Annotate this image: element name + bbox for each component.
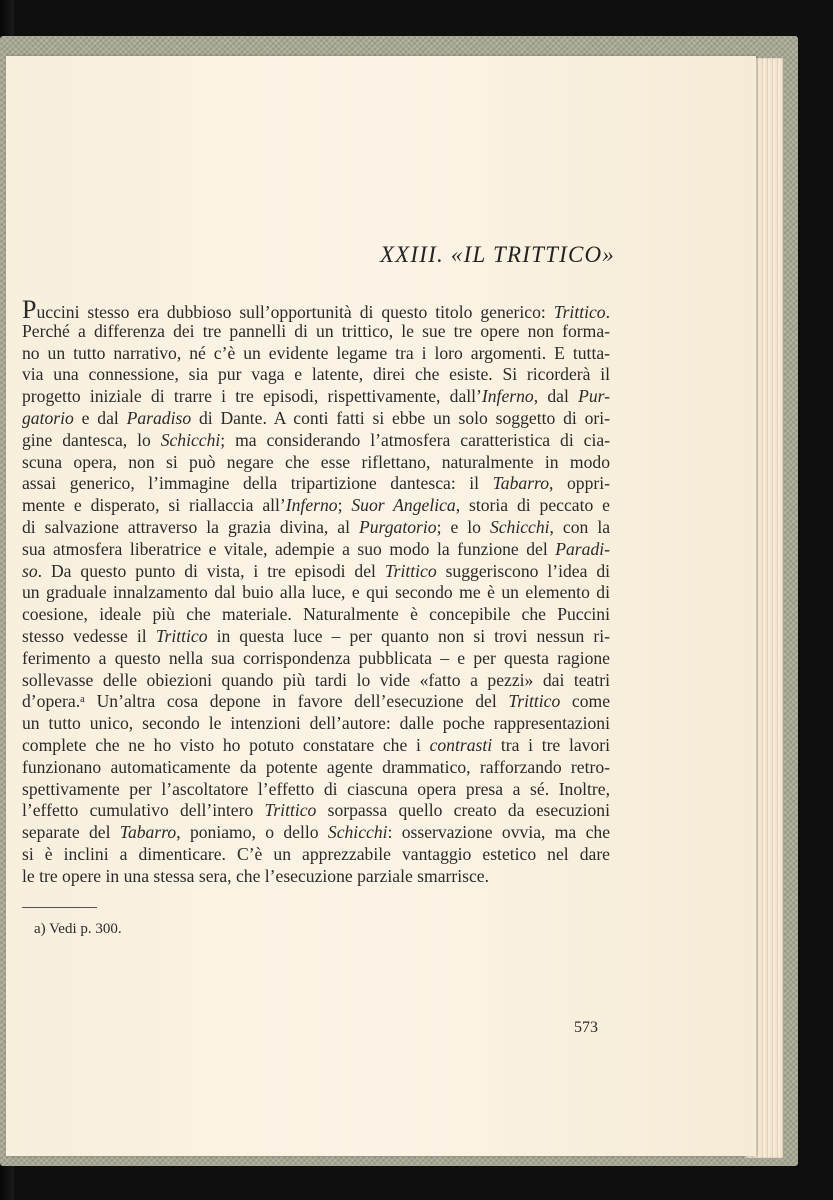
footnote-divider: [22, 907, 97, 908]
text-run: ;: [337, 495, 352, 516]
italic-title: so: [22, 560, 38, 581]
text-run: come: [560, 691, 611, 712]
italic-title: Trittico: [264, 800, 317, 821]
page-number: 573: [574, 1019, 598, 1036]
italic-title: Inferno: [481, 386, 534, 407]
text-run: . Da questo punto di vista, i tre episodi del: [37, 560, 385, 581]
italic-title: Schicchi: [327, 822, 388, 843]
text-run: un graduale innalzamento dal buio alla luce, e qui secondo me è un elemento di: [22, 582, 610, 603]
text-run: assai generico, l’immagine della tripartizione dantesca: il: [22, 473, 493, 494]
italic-title: Schicchi: [489, 517, 550, 537]
text-run: scuna opera, non si può negare che esse riflettano, naturalmente in modo: [22, 451, 610, 472]
text-line: [22, 604, 610, 625]
text-run: mente e disperato, si riallaccia all’: [22, 495, 286, 516]
text-line: [22, 648, 610, 669]
italic-title: Pur-: [578, 386, 610, 407]
text-run: e dal: [73, 408, 127, 428]
text-run: , oppri-: [549, 473, 611, 494]
text-run: funzionano automaticamente da potente agente drammatico, rafforzando retro-: [22, 756, 610, 777]
text-run: , con la: [549, 517, 611, 537]
text-line: [22, 430, 610, 451]
text-line: [22, 473, 610, 494]
italic-title: Trittico: [155, 626, 208, 646]
text-run: l’effetto cumulativo dell’intero: [22, 800, 265, 821]
text-run: uccini stesso era dubbioso sull’opportunità di questo titolo generico:: [36, 302, 554, 322]
text-run: ; e lo: [436, 517, 490, 537]
text-line: [22, 822, 610, 843]
text-run: .: [605, 302, 610, 322]
text-line: [22, 295, 610, 324]
text-run: di Dante. A conti fatti si ebbe un solo soggetto di ori-: [191, 408, 611, 428]
book-page: [6, 56, 756, 1156]
italic-title: Schicchi: [160, 429, 221, 450]
text-run: coesione, ideale più che materiale. Naturalmente è concepibile che Puccini: [22, 604, 610, 625]
text-run: progetto iniziale di trarre i tre episodi, rispettivamente, dall’: [22, 386, 482, 407]
text-line: [22, 800, 610, 821]
initial-letter: P: [22, 295, 37, 324]
text-line: [22, 539, 610, 560]
text-run: , poniamo, o dello: [176, 822, 328, 843]
text-run: un tutto unico, secondo le intenzioni dell’autore: dalle poche rappresentazioni: [22, 713, 610, 734]
text-run: spettivamente per l’ascoltatore l’effetto di ciascuna opera presa a sé. Inoltre,: [22, 778, 610, 799]
italic-title: Inferno: [285, 495, 338, 516]
chapter-title: XXIII. «IL TRITTICO»: [379, 242, 615, 267]
text-run: via una connessione, sia pur vaga e latente, direi che esiste. Si ricorderà il: [22, 364, 610, 385]
text-line: [22, 582, 610, 603]
text-line: [22, 386, 610, 407]
italic-title: contrasti: [429, 735, 493, 755]
text-line: [22, 691, 610, 712]
italic-title: Paradiso: [126, 408, 192, 428]
text-run: di salvazione attraverso la grazia divina, al: [22, 517, 359, 537]
text-run: no un tutto narrativo, né c’è un evidente legame tra i loro argomenti. E tutta-: [22, 342, 610, 363]
text-run: gine dantesca, lo: [22, 429, 161, 450]
text-line: [22, 364, 610, 385]
italic-title: Trittico: [553, 302, 606, 322]
italic-title: Paradi-: [555, 538, 610, 559]
text-run: d’opera.ᵃ Un’altra cosa depone in favore dell’esecuzione del: [22, 691, 509, 712]
text-run: si è inclini a dimenticare. C’è un apprezzabile vantaggio estetico nel dare: [22, 844, 610, 864]
text-line: [22, 408, 610, 429]
italic-title: Suor Angelica: [351, 495, 456, 516]
text-line: [22, 321, 610, 342]
text-line: [22, 495, 610, 516]
text-line: [22, 779, 610, 800]
footnote: a) Vedi p. 300.: [34, 921, 122, 937]
text-line: [22, 670, 610, 691]
text-run: , storia di peccato e: [455, 495, 610, 516]
italic-title: Tabarro: [492, 473, 550, 494]
text-run: sollevasse delle obiezioni quando più tardi lo vide «fatto a pezzi» dai teatri: [22, 669, 610, 690]
italic-title: gatorio: [22, 408, 74, 428]
text-run: , dal: [533, 386, 579, 407]
text-run: in questa luce – per quanto non si trovi nessun ri-: [207, 626, 610, 646]
text-line: [22, 561, 610, 582]
text-run: : osservazione ovvia, ma che: [387, 822, 610, 843]
text-run: stesso vedesse il: [22, 626, 156, 646]
italic-title: Tabarro: [119, 822, 177, 843]
text-run: sua atmosfera liberatrice e vitale, adempie a suo modo la funzione del: [22, 538, 556, 559]
text-run: Perché a differenza dei tre pannelli di un trittico, le sue tre opere non forma-: [22, 320, 610, 341]
text-run: complete che ne ho visto ho potuto constatare che i: [22, 735, 430, 755]
text-line: [22, 844, 610, 865]
text-line: [22, 713, 610, 734]
text-line: [22, 735, 610, 756]
italic-title: Trittico: [508, 691, 561, 712]
text-line: [22, 452, 610, 473]
text-run: suggeriscono l’idea di: [436, 560, 610, 581]
italic-title: Purgatorio: [359, 517, 437, 537]
text-run: ferimento a questo nella sua corrispondenza pubblicata – e per questa ragione: [22, 647, 610, 668]
text-line: [22, 626, 610, 647]
italic-title: Trittico: [384, 560, 437, 581]
text-line: [22, 866, 610, 887]
text-run: separate del: [22, 822, 120, 843]
text-line: [22, 343, 610, 364]
text-line: [22, 757, 610, 778]
text-run: le tre opere in una stessa sera, che l’esecuzione parziale smarrisce.: [22, 865, 489, 886]
text-line: [22, 517, 610, 538]
text-run: ; ma considerando l’atmosfera caratteristica di cia-: [220, 429, 611, 450]
text-run: sorpassa quello creato da esecuzioni: [316, 800, 610, 821]
text-run: tra i tre lavori: [492, 735, 610, 755]
